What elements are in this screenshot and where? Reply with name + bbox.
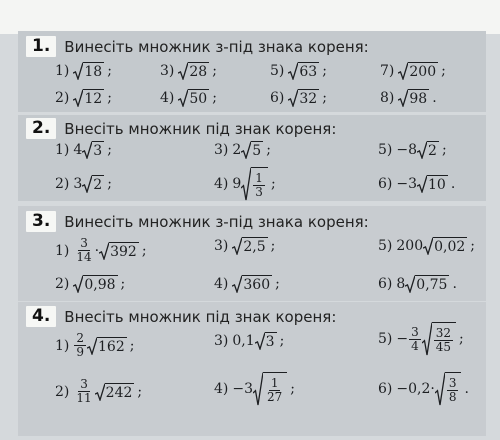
radical-sign-icon	[87, 337, 97, 355]
square-root	[232, 237, 267, 255]
punctuation: ;	[137, 383, 143, 400]
item-label: 7)	[380, 63, 395, 79]
punctuation: ;	[459, 331, 464, 347]
coefficient: −0,2·	[396, 381, 435, 397]
task-number: 2.	[26, 118, 56, 139]
fraction-denominator: 4	[411, 338, 419, 353]
coefficient: −3	[232, 381, 254, 397]
radical-sign-icon	[255, 332, 265, 350]
fraction-denominator: 14	[76, 250, 92, 264]
fraction-denominator: 8	[448, 390, 457, 404]
coefficient: −8	[396, 142, 418, 158]
coefficient: 3	[73, 176, 83, 192]
item-label: 3)	[214, 333, 229, 349]
radical-sign-icon	[288, 89, 298, 107]
square-root	[288, 62, 319, 80]
exercise-item	[55, 89, 112, 107]
radical-sign-icon	[405, 275, 415, 293]
radical-sign-icon	[241, 141, 251, 159]
exercise-item	[55, 332, 134, 359]
radicand: 2	[428, 143, 437, 159]
radical-sign-icon	[73, 89, 83, 107]
square-root	[255, 332, 277, 350]
fraction-denominator: 11	[76, 391, 92, 405]
exercise-item	[378, 237, 475, 255]
exercise-item	[270, 89, 327, 107]
square-root	[82, 141, 104, 159]
radical-sign-icon	[95, 383, 105, 401]
item-label: 5)	[270, 63, 285, 79]
task-title: Винесіть множник з-під знака кореня:	[64, 212, 369, 231]
punctuation: ;	[470, 238, 475, 254]
radicand: 0,75	[416, 277, 448, 293]
task-number: 3.	[26, 211, 56, 232]
fraction-denominator: 9	[76, 345, 85, 359]
radical-sign-icon	[398, 62, 408, 80]
punctuation: .	[452, 276, 457, 292]
radical-sign-icon	[82, 175, 92, 193]
coefficient: 8	[396, 276, 406, 292]
square-root	[288, 89, 319, 107]
radical-sign-icon	[253, 372, 263, 406]
square-root	[422, 322, 456, 356]
radical-sign-icon	[423, 237, 433, 255]
exercise-item	[378, 141, 447, 159]
exercise-item	[378, 372, 469, 406]
exercise-item	[378, 275, 457, 293]
radical-sign-icon	[178, 62, 188, 80]
punctuation: ;	[266, 142, 271, 158]
radicand: 50	[189, 91, 208, 107]
punctuation: ;	[107, 176, 112, 192]
fraction-numerator: 1	[255, 171, 263, 185]
exercise-item	[55, 378, 142, 405]
radical-sign-icon	[417, 141, 427, 159]
item-label: 3)	[160, 63, 175, 79]
radicand: 162	[98, 338, 125, 355]
task-4-header	[26, 306, 336, 327]
task-3-header	[26, 211, 369, 232]
exercise-item	[214, 237, 275, 255]
exercise-item	[378, 322, 464, 356]
radical-sign-icon	[99, 242, 109, 260]
fraction-numerator: 1	[270, 376, 279, 390]
punctuation: ;	[279, 333, 285, 349]
punctuation: ;	[322, 63, 327, 79]
task-title: Винесіть множник з-під знака кореня:	[64, 37, 369, 56]
square-root	[241, 167, 268, 201]
square-root	[405, 275, 449, 293]
square-root	[178, 89, 209, 107]
radical-sign-icon	[398, 89, 408, 107]
item-label: 8)	[380, 90, 395, 106]
exercise-item	[380, 89, 437, 107]
punctuation: ;	[141, 242, 147, 259]
task-number: 4.	[26, 306, 56, 327]
coefficient: 200	[396, 238, 424, 254]
square-root	[95, 383, 135, 401]
fraction-numerator: 32	[435, 326, 452, 340]
item-label: 2)	[55, 383, 70, 400]
task-title: Внесіть множник під знак кореня:	[64, 119, 337, 138]
square-root	[423, 237, 467, 255]
item-label: 6)	[378, 381, 393, 397]
coefficient-fraction	[74, 378, 93, 405]
item-label: 6)	[378, 276, 393, 292]
square-root	[398, 62, 438, 80]
radical-sign-icon	[288, 62, 298, 80]
punctuation: .	[464, 381, 469, 397]
punctuation: .	[450, 176, 456, 192]
fraction-denominator: 45	[435, 340, 452, 354]
radicand	[445, 372, 462, 406]
square-root	[73, 275, 117, 293]
radical-sign-icon	[435, 372, 445, 406]
item-label: 5)	[378, 142, 393, 158]
radicand: 0,98	[84, 277, 116, 293]
exercise-item	[378, 175, 455, 193]
task-title: Внесіть множник під знак кореня:	[64, 307, 337, 326]
radical-sign-icon	[82, 141, 92, 159]
coefficient: −3	[396, 176, 418, 192]
punctuation: ;	[275, 276, 280, 292]
square-root	[253, 372, 287, 406]
exercise-item	[160, 62, 217, 80]
square-root	[87, 337, 127, 355]
task-2-header	[26, 118, 336, 139]
radicand: 10	[428, 177, 446, 193]
coefficient: 0,1	[232, 333, 255, 349]
exercise-item	[55, 275, 125, 293]
radicand: 3	[93, 143, 103, 159]
coefficient: 4	[73, 142, 83, 158]
radical-sign-icon	[73, 62, 83, 80]
radicand: 28	[189, 64, 208, 80]
punctuation: ;	[107, 142, 112, 158]
task-1-header	[26, 36, 369, 57]
square-root	[232, 275, 272, 293]
punctuation: ;	[212, 90, 217, 106]
item-label: 4)	[214, 176, 229, 192]
radicand	[263, 372, 287, 406]
fraction-numerator: 3	[80, 236, 88, 250]
exercise-item	[214, 275, 280, 293]
punctuation: ;	[212, 63, 217, 79]
exercise-item	[160, 89, 217, 107]
radical-sign-icon	[232, 237, 242, 255]
fraction-numerator: 2	[76, 331, 85, 345]
radicand: 98	[409, 91, 428, 107]
exercise-item	[55, 175, 112, 193]
task-number: 1.	[26, 36, 56, 57]
item-label: 1)	[55, 337, 70, 354]
radical-sign-icon	[241, 167, 251, 201]
multiply-dot: ·	[94, 242, 100, 259]
radicand: 63	[299, 64, 318, 80]
radical-sign-icon	[422, 322, 432, 356]
punctuation: ;	[107, 90, 112, 106]
radical-sign-icon	[73, 275, 83, 293]
radical-sign-icon	[178, 89, 188, 107]
radicand	[251, 167, 268, 201]
square-root	[82, 175, 104, 193]
coefficient: 9	[232, 176, 242, 192]
item-label: 2)	[55, 176, 70, 192]
item-label: 1)	[55, 242, 70, 259]
item-label: 6)	[378, 176, 393, 192]
square-root	[73, 89, 104, 107]
exercise-item	[55, 62, 112, 80]
fraction-numerator: 3	[80, 377, 88, 391]
square-root	[241, 141, 263, 159]
radicand-fraction	[253, 172, 265, 199]
radicand: 12	[84, 91, 103, 107]
item-label: 2)	[55, 276, 70, 292]
square-root	[73, 62, 104, 80]
square-root	[99, 242, 139, 260]
exercise-item	[270, 62, 327, 80]
item-label: 3)	[214, 142, 229, 158]
fraction-denominator: 3	[255, 185, 263, 199]
exercise-item	[55, 237, 147, 264]
radicand: 3	[265, 334, 275, 350]
radicand: 360	[243, 277, 271, 293]
square-root	[435, 372, 462, 406]
radicand-fraction	[265, 377, 284, 404]
coefficient-fraction	[409, 326, 421, 353]
punctuation: ;	[322, 90, 327, 106]
radicand: 2,5	[243, 239, 266, 255]
sign: −	[396, 331, 409, 347]
punctuation: ;	[120, 276, 126, 292]
punctuation: .	[432, 90, 437, 106]
punctuation: ;	[107, 63, 112, 79]
radicand: 5	[252, 143, 262, 159]
item-label: 2)	[55, 90, 70, 106]
punctuation: ;	[290, 381, 296, 397]
square-root	[398, 89, 429, 107]
item-label: 1)	[55, 142, 70, 158]
square-root	[178, 62, 209, 80]
item-label: 4)	[160, 90, 175, 106]
radicand: 2	[93, 177, 103, 193]
radicand: 18	[84, 64, 103, 80]
punctuation: ;	[129, 337, 135, 354]
radical-sign-icon	[417, 175, 427, 193]
radicand: 242	[105, 384, 133, 401]
coefficient-fraction	[74, 237, 93, 264]
punctuation: ;	[270, 238, 276, 254]
punctuation: ;	[270, 176, 276, 192]
punctuation: ;	[441, 63, 446, 79]
punctuation: ;	[441, 142, 447, 158]
fraction-numerator: 3	[411, 324, 419, 339]
square-root	[417, 141, 439, 159]
radicand-fraction	[434, 327, 453, 354]
exercise-item	[55, 141, 112, 159]
item-label: 1)	[55, 63, 70, 79]
coefficient-fraction	[74, 332, 86, 359]
item-label: 4)	[214, 276, 229, 292]
square-root	[417, 175, 448, 193]
exercise-item	[214, 332, 284, 350]
radical-sign-icon	[232, 275, 242, 293]
radicand: 0,02	[434, 239, 466, 255]
radicand: 32	[299, 91, 318, 107]
radicand-fraction	[447, 377, 459, 404]
fraction-denominator: 27	[267, 390, 283, 404]
exercise-item	[380, 62, 446, 80]
radicand: 200	[409, 64, 437, 80]
item-label: 6)	[270, 90, 285, 106]
radicand	[432, 322, 456, 356]
exercise-item	[214, 167, 276, 201]
item-label: 5)	[378, 238, 393, 254]
exercise-item	[214, 372, 295, 406]
exercise-item	[214, 141, 271, 159]
item-label: 5)	[378, 331, 393, 347]
item-label: 4)	[214, 381, 229, 397]
page-top-strip	[0, 0, 500, 34]
radicand: 392	[110, 243, 137, 260]
item-label: 3)	[214, 238, 229, 254]
coefficient: 2	[232, 142, 242, 158]
fraction-numerator: 3	[448, 376, 457, 390]
